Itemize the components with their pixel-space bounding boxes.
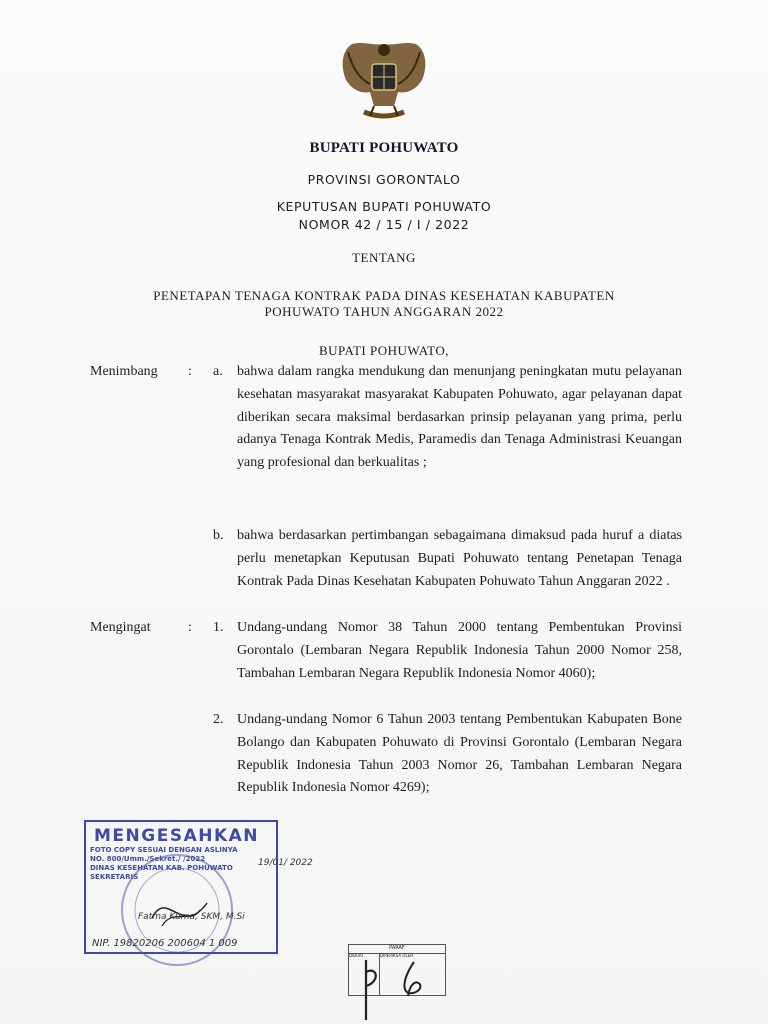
menimbang-item-a: bahwa dalam rangka mendukung dan menunjang peningkatan mutu pelayanan kesehatan masyarakat masyarakat Kabupaten Pohuwato, agar pelayanan dapat diberikan secara maksimal berdasarkan prinsip pelayanan yang prima, perlu adanya Tenaga Kontrak Medis, Paramedis dan Tenaga Administrasi Keuangan yang profesional dan berkualitas ;	[237, 364, 682, 471]
stamp-handwritten-nip: NIP. 19820206 200604 1 009	[92, 938, 238, 949]
stamp-line-4: SEKRETARIS	[90, 873, 139, 881]
about-heading: TENTANG	[352, 250, 416, 265]
paraf-title: PARAF	[349, 945, 445, 954]
official-seal-icon	[112, 848, 242, 972]
item-marker: 2.	[213, 712, 224, 727]
item-marker: b.	[213, 528, 224, 543]
decree-title: KEPUTUSAN BUPATI POHUWATO	[276, 199, 492, 214]
stamp-handwritten-name: Fatma Kuma, SKM, M.Si	[138, 912, 245, 922]
paraf-col-1-label: DIBUAT	[349, 953, 364, 958]
authority-line: BUPATI POHUWATO,	[318, 343, 450, 358]
menimbang-label: Menimbang	[90, 364, 158, 379]
office-title: BUPATI POHUWATO	[309, 140, 459, 156]
initials-signature-icon	[352, 952, 444, 1024]
mengingat-colon: :	[188, 620, 192, 635]
item-marker: a.	[213, 364, 223, 379]
mengingat-item-2: Undang-undang Nomor 6 Tahun 2003 tentang Pembentukan Kabupaten Bone Bolango dan Kabupaten Pohuwato di Provinsi Gorontalo (Lembaran Negara Republik Indonesia Tahun 2003 Nomor 26, Tambahan Lembaran Negara Republik Indonesia Nomor 4269);	[237, 712, 682, 796]
stamp-line-1: FOTO COPY SESUAI DENGAN ASLINYA	[90, 846, 238, 854]
stamp-line-3: DINAS KESEHATAN KAB. POHUWATO	[90, 864, 233, 872]
stamp-handwritten-date: 19/01/ 2022	[258, 858, 313, 868]
menimbang-colon: :	[188, 364, 192, 379]
menimbang-item-b: bahwa berdasarkan pertimbangan sebagaimana dimaksud pada huruf a diatas perlu menetapkan Keputusan Bupati Pohuwato tentang Penetapan Tenaga Kontrak Pada Dinas Kesehatan Kabupaten Pohuwato Tahun Anggaran 2022 .	[237, 528, 682, 589]
paraf-col-2-label: DIPERIKSA OLEH	[380, 953, 414, 958]
mengingat-item-1: Undang-undang Nomor 38 Tahun 2000 tentang Pembentukan Provinsi Gorontalo (Lembaran Negara Republik Indonesia Tahun 2000 Nomor 258, Tambahan Lembaran Negara Republik Indonesia Nomor 4060);	[237, 620, 682, 681]
province-line: PROVINSI GORONTALO	[307, 172, 461, 187]
stamp-line-2: NO. 800/Umm./Sekret./ /2022	[90, 855, 206, 863]
decree-number: NOMOR 42 / 15 / I / 2022	[298, 217, 470, 232]
item-marker: 1.	[213, 620, 224, 635]
garuda-emblem-icon	[334, 36, 434, 128]
stamp-title: MENGESAHKAN	[94, 826, 260, 846]
mengingat-label: Mengingat	[90, 620, 151, 635]
subject-line-2: POHUWATO TAHUN ANGGARAN 2022	[264, 304, 504, 319]
subject-line-1: PENETAPAN TENAGA KONTRAK PADA DINAS KESEHATAN KABUPATEN	[153, 288, 615, 303]
